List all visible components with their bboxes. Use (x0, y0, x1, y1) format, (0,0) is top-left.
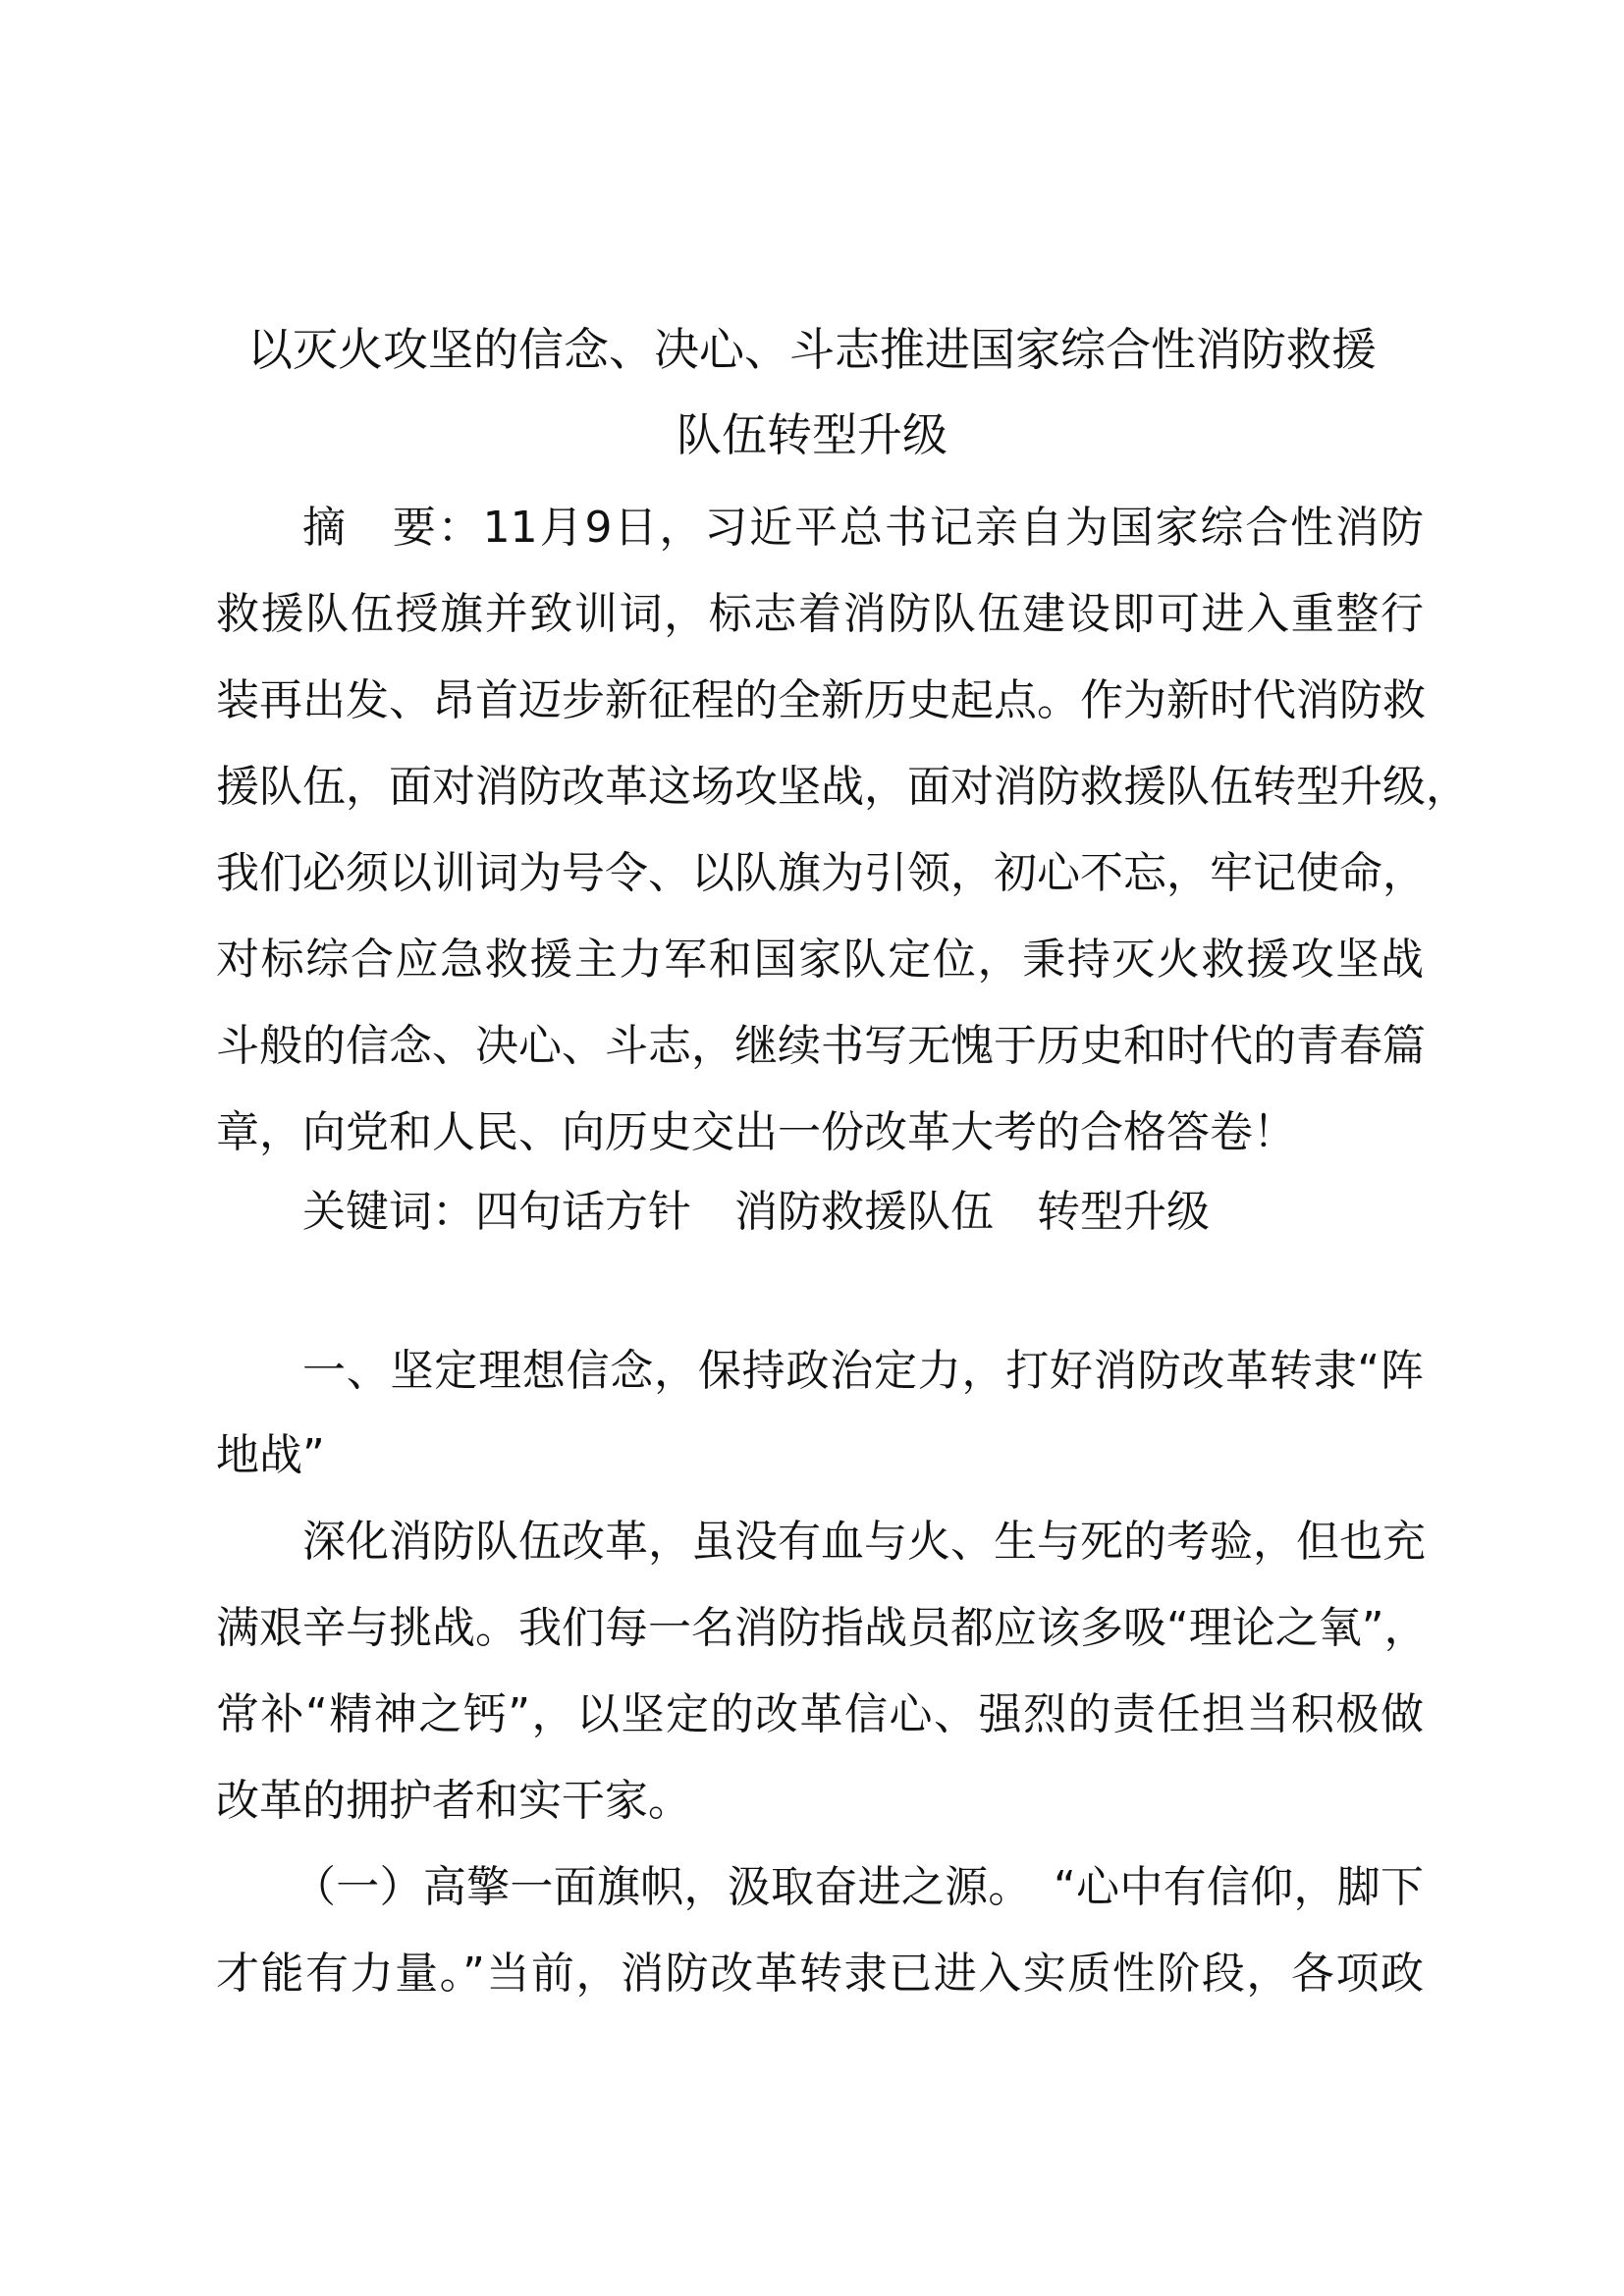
abstract-line: 装再出发、昂首迈步新征程的全新历史起点。作为新时代消防救 (216, 675, 1426, 725)
body-paragraph-line: 深化消防队伍改革，虽没有血与火、生与死的考验，但也充 (302, 1517, 1426, 1567)
subsection-line: 才能有力量。”当前，消防改革转隶已进入实质性阶段，各项政 (216, 1949, 1424, 1999)
abstract-line: 我们必须以训词为号令、以队旗为引领，初心不忘，牢记使命， (216, 848, 1426, 898)
abstract-line: 援队伍，面对消防改革这场攻坚战，面对消防救援队伍转型升级， (216, 762, 1469, 812)
abstract-line: 章，向党和人民、向历史交出一份改革大考的合格答卷！ (216, 1107, 1296, 1157)
abstract-line: 摘 要：11月9日，习近平总书记亲自为国家综合性消防 (302, 503, 1424, 553)
abstract-line: 对标综合应急救援主力军和国家队定位，秉持灭火救援攻坚战 (216, 934, 1424, 985)
body-paragraph-line: 满艰辛与挑战。我们每一名消防指战员都应该多吸“理论之氧”， (216, 1603, 1428, 1653)
body-paragraph-line: 常补“精神之钙”，以坚定的改革信心、强烈的责任担当积极做 (216, 1689, 1424, 1739)
section-heading: 一、坚定理想信念，保持政治定力，打好消防改革转隶“阵 (302, 1346, 1424, 1396)
keywords-line: 关键词：四句话方针 消防救援队伍 转型升级 (302, 1187, 1210, 1237)
body-paragraph-line: 改革的拥护者和实干家。 (216, 1776, 691, 1826)
document-title-line-1: 以灭火攻坚的信念、决心、斗志推进国家综合性消防救援 (247, 323, 1377, 376)
section-heading: 地战” (216, 1430, 325, 1480)
document-title-line-2: 队伍转型升级 (677, 408, 947, 461)
abstract-line: 救援队伍授旗并致训词，标志着消防队伍建设即可进入重整行 (216, 589, 1424, 639)
subsection-line: （一）高擎一面旗帜，汲取奋进之源。 “心中有信仰，脚下 (293, 1862, 1424, 1912)
abstract-line: 斗般的信念、决心、斗志，继续书写无愧于历史和时代的青春篇 (216, 1021, 1426, 1071)
